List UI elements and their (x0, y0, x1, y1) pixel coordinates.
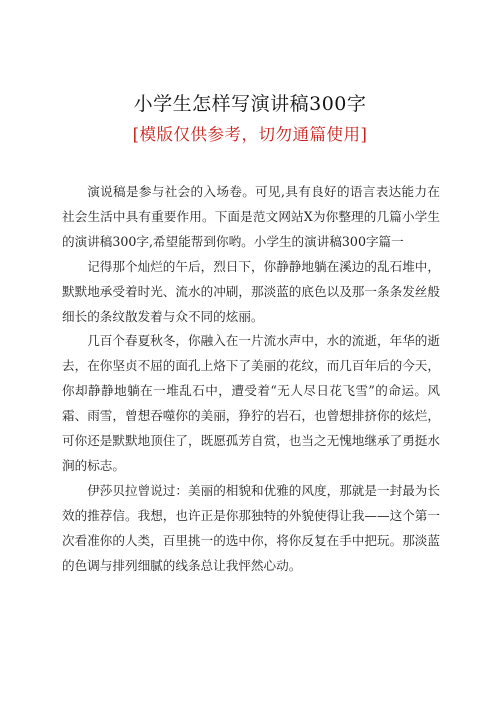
paragraph-2: 几百个春夏秋冬，你融入在一片流水声中，水的流逝，年华的逝去，在你坚贞不屈的面孔上烙下了美丽的花纹，而几百年后的今天，你却静静地躺在一堆乱石中，遭受着“无人尽日花飞雪”的命运。风霜、雨雪，曾想吞噬你的美丽，狰狞的岩石，也曾想排挤你的炫烂，可你还是默默地顶住了，既愿孤芳自赏，也当之无愧地继承了勇挺水涧的标志。 (62, 333, 440, 473)
document-subtitle: [模版仅供参考，切勿通篇使用] (132, 125, 368, 144)
document-body (62, 180, 440, 579)
paragraph-1: 记得那个灿烂的午后，烈日下，你静静地躺在溪边的乱石堆中，默默地承受着时光、流水的冲刷，那淡蓝的底色以及那一条条发丝般细长的条纹散发着与众不同的炫丽。 (62, 258, 440, 324)
document-title: 小学生怎样写演讲稿300字 (133, 93, 367, 115)
paragraph-3: 伊莎贝拉曾说过：美丽的相貌和优雅的风度，那就是一封最为长效的推荐信。我想，也许正是你那独特的外貌使得让我——这个第一次看准你的人类，百里挑一的选中你，将你反复在手中把玩。那淡蓝的色调与排列细腻的线条总让我怦然心动。 (62, 482, 440, 573)
paragraph-intro: 演说稿是参与社会的入场卷。可见,具有良好的语言表达能力在社会生活中具有重要作用。下面是范文网站X为你整理的几篇小学生的演讲稿300字,希望能帮到你哟。小学生的演讲稿300字篇一 (62, 184, 440, 249)
